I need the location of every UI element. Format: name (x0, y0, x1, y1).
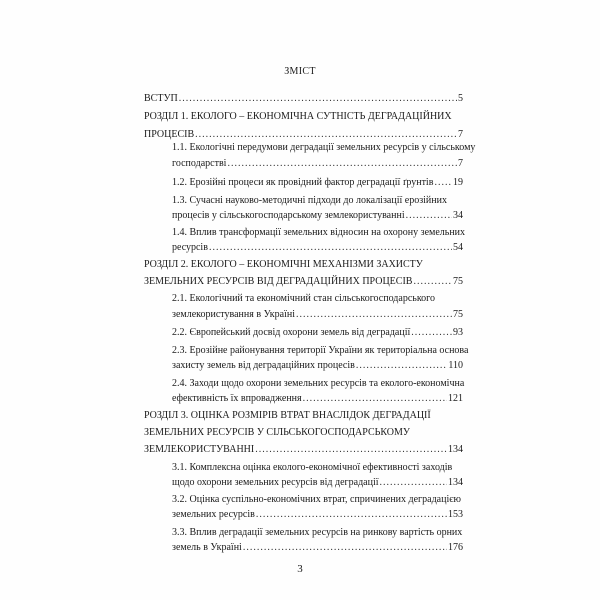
toc-entry-page: 176 (448, 542, 463, 553)
leader-dots (413, 276, 452, 288)
toc-entry-page: 75 (453, 309, 463, 320)
toc-entry-text: господарстві (172, 158, 227, 169)
toc-entry-page: 110 (448, 360, 463, 371)
toc-entry-text: захисту земель від деградаційних процесів (172, 360, 355, 371)
toc-entry-text: ПРОЦЕСІВ (144, 129, 195, 140)
leader-dots (434, 177, 452, 189)
leader-dots (411, 327, 452, 339)
toc-entry-text: ЗЕМЕЛЬНИХ РЕСУРСІВ ВІД ДЕГРАДАЦІЙНИХ ПРОЦЕСІВ (144, 276, 413, 287)
leader-dots (243, 542, 447, 554)
toc-chapter-2-line1[interactable]: РОЗДІЛ 2. ЕКОЛОГО – ЕКОНОМІЧНІ МЕХАНІЗМИ ЗАХИСТУ (144, 259, 423, 270)
toc-chapter-3[interactable] (144, 444, 463, 456)
toc-chapter-3-line1[interactable]: РОЗДІЛ 3. ОЦІНКА РОЗМІРІВ ВТРАТ ВНАСЛІДОК ДЕГРАДАЦІЇ (144, 410, 431, 421)
toc-entry-page: 5 (458, 93, 463, 104)
toc-entry-text: ефективність їх впровадження (172, 393, 302, 404)
leader-dots (406, 210, 452, 222)
leader-dots (296, 309, 452, 321)
toc-entry-intro[interactable] (144, 93, 463, 105)
leader-dots (255, 444, 447, 456)
toc-chapter-1-line1[interactable]: РОЗДІЛ 1. ЕКОЛОГО – ЕКОНОМІЧНА СУТНІСТЬ ДЕГРАДАЦІЙНИХ (144, 111, 452, 122)
toc-entry-text: земельних ресурсів (172, 509, 255, 520)
leader-dots (209, 242, 452, 254)
toc-section-2-2[interactable] (172, 327, 463, 339)
toc-entry-page: 75 (453, 276, 463, 287)
toc-entry-page: 153 (448, 509, 463, 520)
toc-entry-page: 121 (448, 393, 463, 404)
toc-entry-text: щодо охорони земельних ресурсів від деградації (172, 477, 379, 488)
toc-section-2-3[interactable] (172, 360, 463, 372)
toc-section-1-1[interactable] (172, 158, 463, 170)
toc-entry-text: ВСТУП (144, 93, 178, 104)
toc-entry-text: процесів у сільськогосподарському землекористуванні (172, 210, 405, 221)
toc-section-3-2-line1[interactable]: 3.2. Оцінка суспільно-економічних втрат, спричинених деградацією (172, 494, 462, 505)
toc-entry-text: земель в Україні (172, 542, 242, 553)
toc-entry-page: 134 (448, 477, 463, 488)
leader-dots (195, 129, 457, 141)
toc-entry-page: 7 (458, 158, 463, 169)
toc-section-1-4[interactable] (172, 242, 463, 254)
toc-section-2-3-line1[interactable]: 2.3. Ерозійне районування території України як територіальна основа (172, 345, 469, 356)
leader-dots (179, 93, 457, 105)
toc-section-1-1-line1[interactable]: 1.1. Екологічні передумови деградації земельних ресурсів у сільському (172, 142, 476, 153)
toc-entry-page: 34 (453, 210, 463, 221)
toc-entry-text: ресурсів (172, 242, 208, 253)
toc-section-1-4-line1[interactable]: 1.4. Вплив трансформації земельних відносин на охорону земельних (172, 227, 466, 238)
leader-dots (356, 360, 448, 372)
toc-section-3-1-line1[interactable]: 3.1. Комплексна оцінка еколого-економічної ефективності заходів (172, 462, 453, 473)
toc-entry-page: 7 (458, 129, 463, 140)
toc-section-3-3-line1[interactable]: 3.3. Вплив деградації земельних ресурсів на ринкову вартість орних (172, 527, 463, 538)
toc-chapter-3-line2[interactable]: ЗЕМЕЛЬНИХ РЕСУРСІВ У СІЛЬСЬКОГОСПОДАРСЬКОМУ (144, 427, 410, 438)
toc-section-3-2[interactable] (172, 509, 463, 521)
toc-section-2-1-line1[interactable]: 2.1. Екологічний та економічний стан сільськогосподарського (172, 293, 436, 304)
leader-dots (380, 477, 447, 489)
toc-section-1-3[interactable] (172, 210, 463, 222)
toc-section-1-2[interactable] (172, 177, 463, 189)
toc-entry-page: 19 (453, 177, 463, 188)
toc-entry-text: 1.2. Ерозійні процеси як провідний фактор деградації ґрунтів (172, 177, 434, 188)
toc-section-2-4[interactable] (172, 393, 463, 405)
toc-entry-page: 134 (448, 444, 463, 455)
leader-dots (256, 509, 447, 521)
page-number: 3 (297, 563, 303, 575)
toc-chapter-1[interactable] (144, 129, 463, 141)
toc-entry-text: ЗЕМЛЕКОРИСТУВАННІ (144, 444, 255, 455)
toc-entry-page: 93 (453, 327, 463, 338)
leader-dots (303, 393, 447, 405)
toc-section-3-3[interactable] (172, 542, 463, 554)
toc-section-2-4-line1[interactable]: 2.4. Заходи щодо охорони земельних ресурсів та еколого-економічна (172, 378, 465, 389)
toc-entry-text: землекористування в Україні (172, 309, 295, 320)
page-title: ЗМІСТ (284, 66, 316, 77)
toc-section-3-1[interactable] (172, 477, 463, 489)
toc-section-2-1[interactable] (172, 309, 463, 321)
leader-dots (227, 158, 457, 170)
toc-chapter-2[interactable] (144, 276, 463, 288)
toc-entry-text: 2.2. Європейський досвід охорони земель від деградації (172, 327, 411, 338)
toc-section-1-3-line1[interactable]: 1.3. Сучасні науково-методичні підходи до локалізації ерозійних (172, 195, 447, 206)
toc-entry-page: 54 (453, 242, 463, 253)
